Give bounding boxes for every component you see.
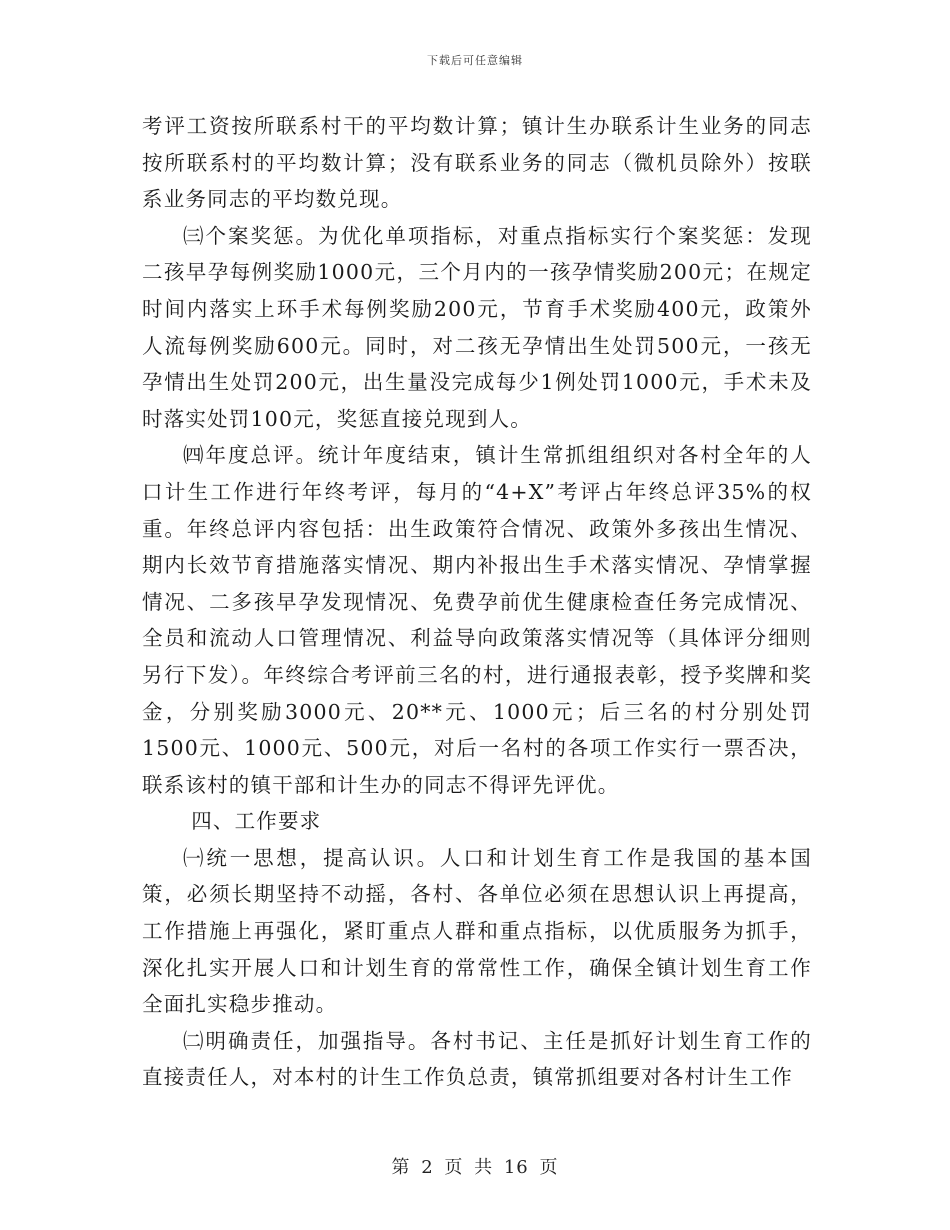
paragraph: ㈠统一思想，提高认识。人口和计划生育工作是我国的基本国策，必须长期坚持不动摇，各村、各单位必须在思想认识上再提高，工作措施上再强化，紧盯重点人群和重点指标，以优质服务为抓手，深化扎实开展人口和计划生育的常常性工作，确保全镇计划生育工作全面扎实稳步推动。: [142, 845, 812, 1017]
body-text: [142, 108, 812, 1096]
header-note: 下载后可任意编辑: [427, 54, 523, 67]
paragraph: ㈢个案奖惩。为优化单项指标，对重点指标实行个案奖惩：发现二孩早孕每例奖励1000元，三个月内的一孩孕情奖励200元；在规定时间内落实上环手术每例奖励200元，节育手术奖励400元，政策外人流每例奖励600元。同时，对二孩无孕情出生处罚500元，一孩无孕情出生处罚200元，出生量没完成每少1例处罚1000元，手术未及时落实处罚100元，奖惩直接兑现到人。: [142, 223, 812, 431]
paragraph: ㈡明确责任，加强指导。各村书记、主任是抓好计划生育工作的直接责任人，对本村的计生工作负总责，镇常抓组要对各村计生工作: [142, 1028, 812, 1090]
page-number-footer: 第 2 页 共 16 页: [391, 1157, 559, 1178]
paragraph: ㈣年度总评。统计年度结束，镇计生常抓组组织对各村全年的人口计生工作进行年终考评，每月的“4+X”考评占年终总评35%的权重。年终总评内容包括：出生政策符合情况、政策外多孩出生情况、期内长效节育措施落实情况、期内补报出生手术落实情况、孕情掌握情况、二多孩早孕发现情况、免费孕前优生健康检查任务完成情况、全员和流动人口管理情况、利益导向政策落实情况等（具体评分细则另行下发）。年终综合考评前三名的村，进行通报表彰，授予奖牌和奖金，分别奖励3000元、20**元、1000元；后三名的村分别处罚1500元、1000元、500元，对后一名村的各项工作实行一票否决，联系该村的镇干部和计生办的同志不得评先评优。: [142, 443, 812, 797]
paragraph: 考评工资按所联系村干的平均数计算；镇计生办联系计生业务的同志按所联系村的平均数计算；没有联系业务的同志（微机员除外）按联系业务同志的平均数兑现。: [142, 114, 812, 212]
section-heading: 四、工作要求: [191, 809, 322, 834]
